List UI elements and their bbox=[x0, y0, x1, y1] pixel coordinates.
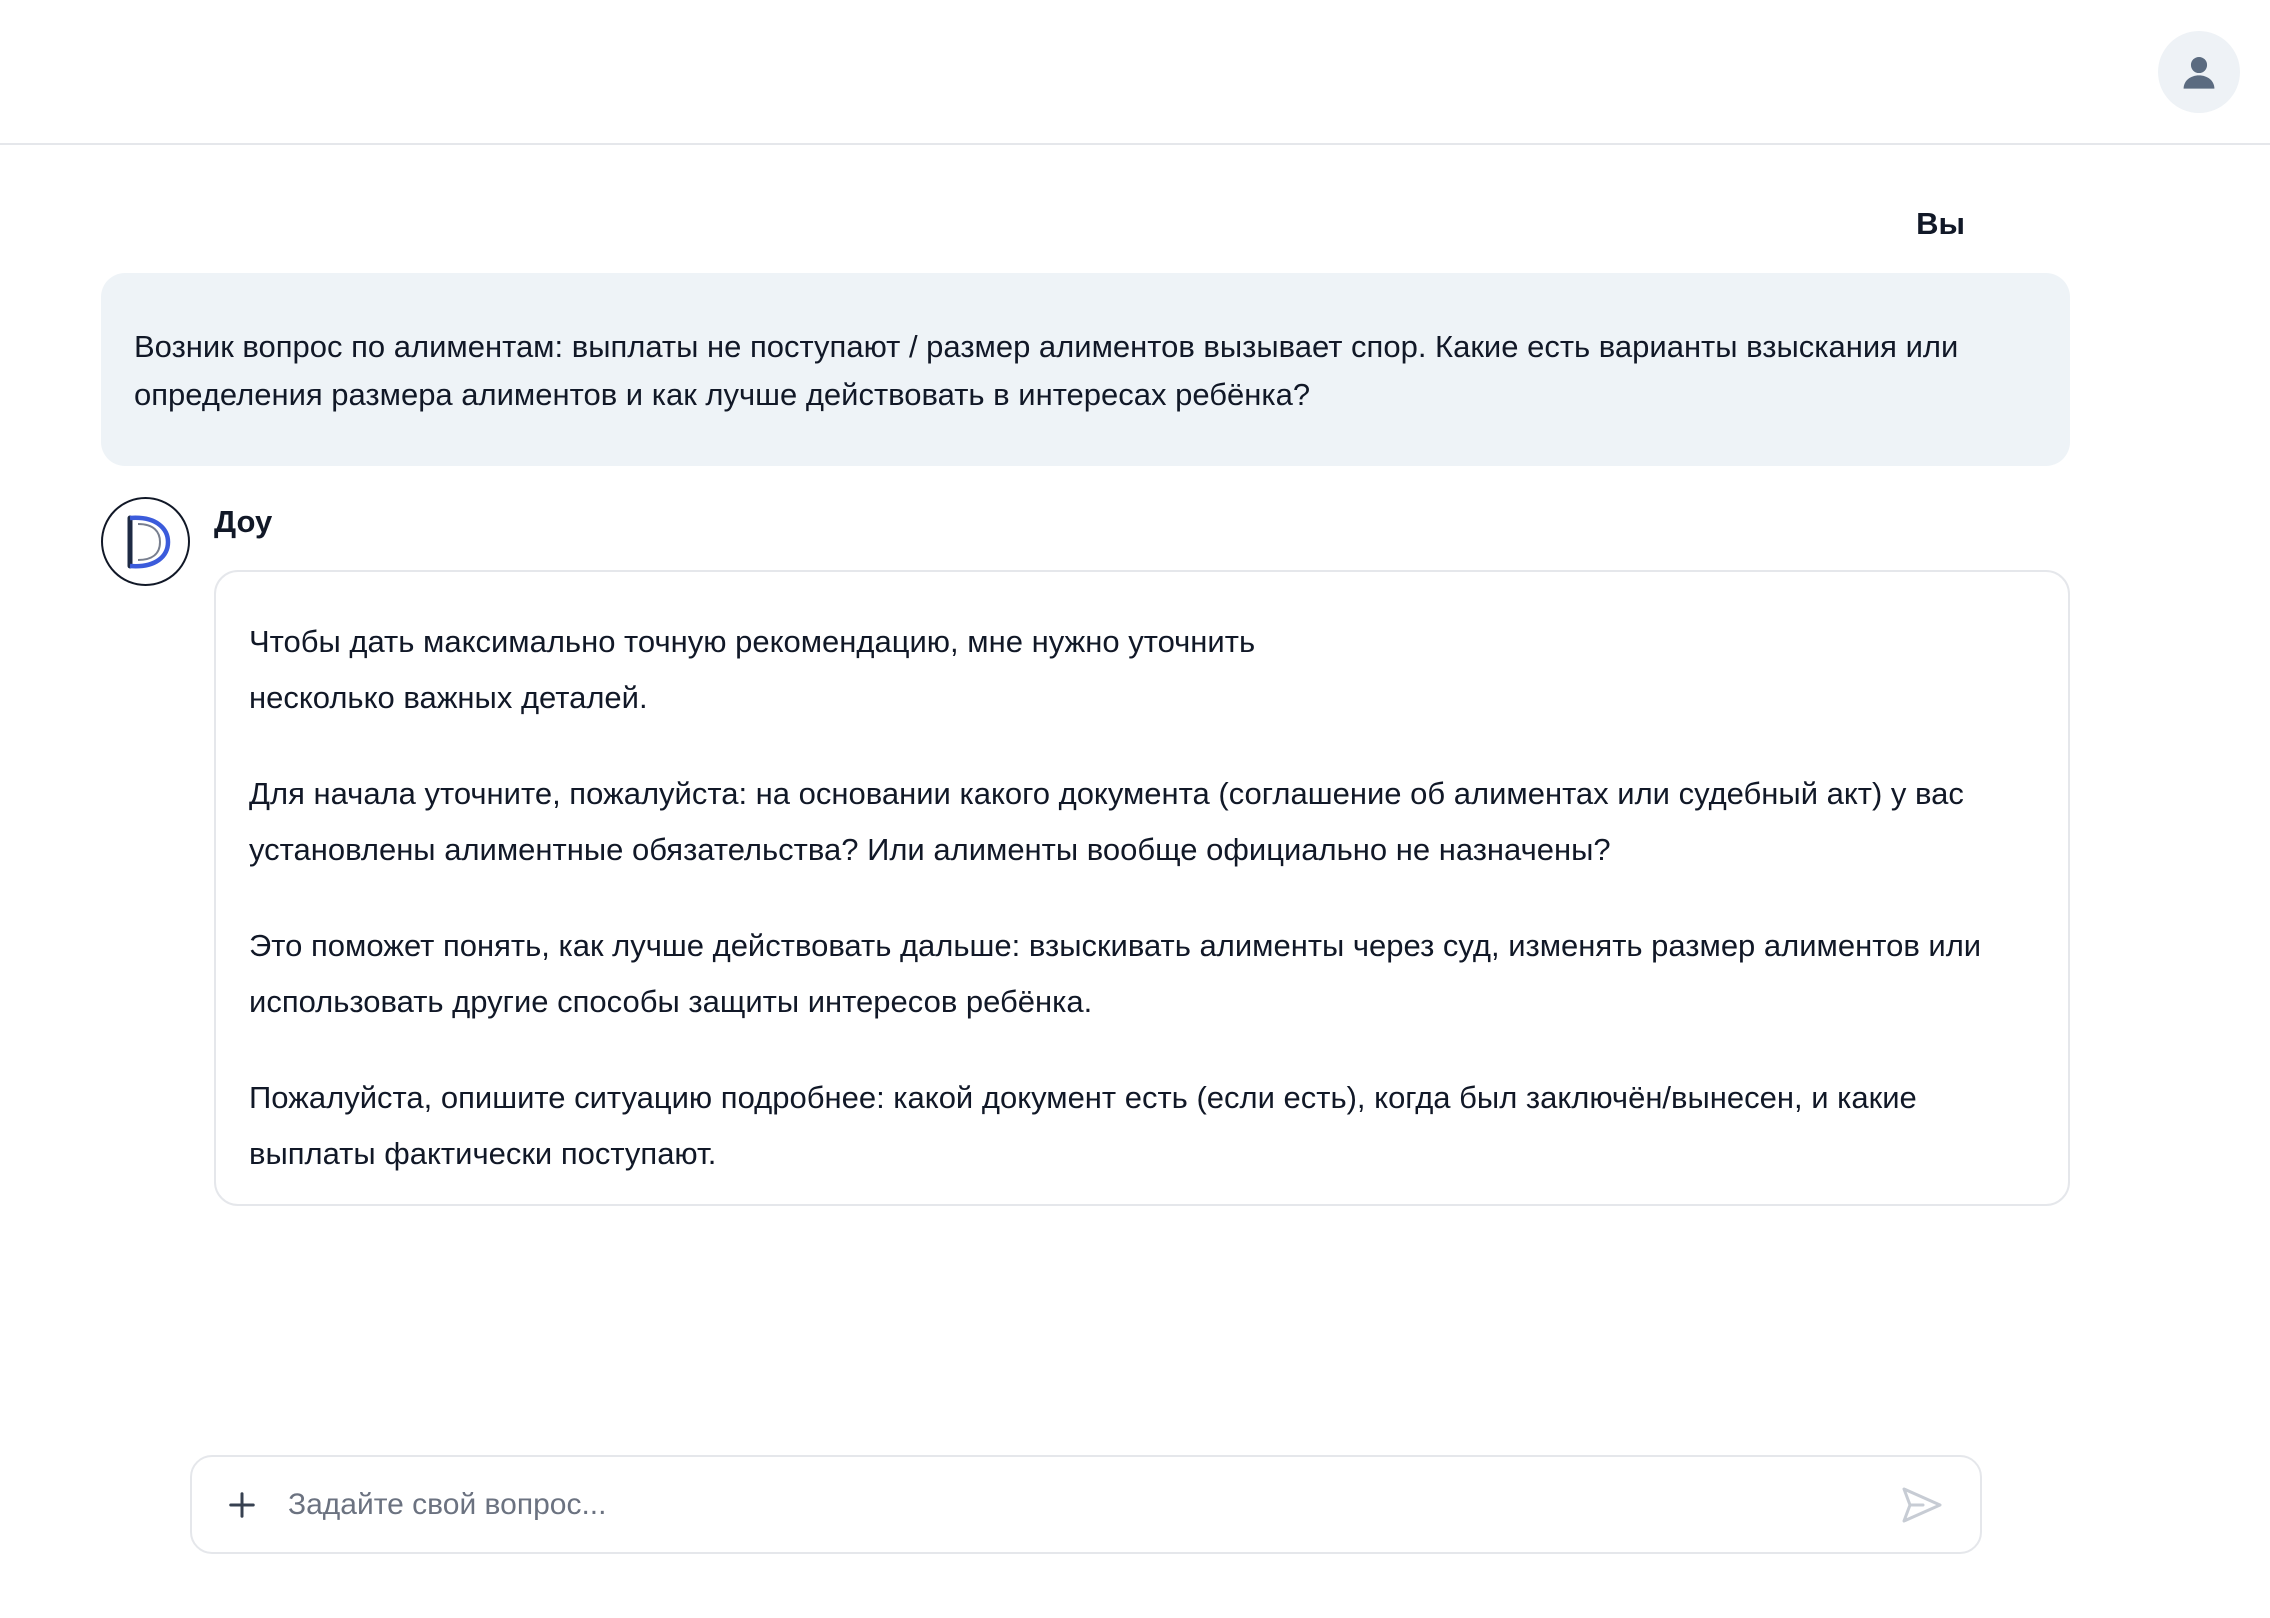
top-bar bbox=[0, 0, 2270, 145]
bot-paragraph-4: Пожалуйста, опишите ситуацию подробнее: какой документ есть (если есть), когда был заключён/вынесен, и какие выплаты фактически поступают. bbox=[249, 1080, 1917, 1171]
user-message-bubble bbox=[101, 273, 2070, 466]
bot-paragraph-1-line-1: Чтобы дать максимально точную рекомендацию, мне нужно уточнить bbox=[249, 624, 1256, 659]
message-composer bbox=[190, 1455, 1982, 1554]
user-message-text: Возник вопрос по алиментам: выплаты не поступают / размер алиментов вызывает спор. Какие есть варианты взыскания или определения размера алиментов и как лучше действовать в интересах ребёнка? bbox=[134, 329, 1959, 412]
bot-paragraph-2: Для начала уточните, пожалуйста: на основании какого документа (соглашение об алиментах или судебный акт) у вас установлены алиментные обязательства? Или алименты вообще официально не назначены? bbox=[249, 776, 1964, 867]
bot-message-bubble bbox=[214, 570, 2070, 1206]
attach-button[interactable] bbox=[216, 1479, 268, 1531]
send-button[interactable] bbox=[1892, 1475, 1952, 1535]
dou-logo-icon bbox=[118, 512, 174, 572]
question-input[interactable] bbox=[288, 1475, 1892, 1535]
bot-author-label: Доу bbox=[214, 504, 273, 539]
user-avatar-button[interactable] bbox=[2158, 31, 2240, 113]
bot-avatar bbox=[101, 497, 190, 586]
send-icon bbox=[1901, 1486, 1943, 1524]
plus-icon bbox=[227, 1490, 257, 1520]
bot-paragraph-3: Это поможет понять, как лучше действовать дальше: взыскивать алименты через суд, изменять размер алиментов или использовать другие способы защиты интересов ребёнка. bbox=[249, 928, 1982, 1019]
user-icon bbox=[2178, 51, 2220, 93]
bot-paragraph-1-line-2: несколько важных деталей. bbox=[249, 680, 648, 715]
bot-paragraph-1 bbox=[249, 614, 2036, 726]
user-author-label: Вы bbox=[1916, 206, 1965, 241]
